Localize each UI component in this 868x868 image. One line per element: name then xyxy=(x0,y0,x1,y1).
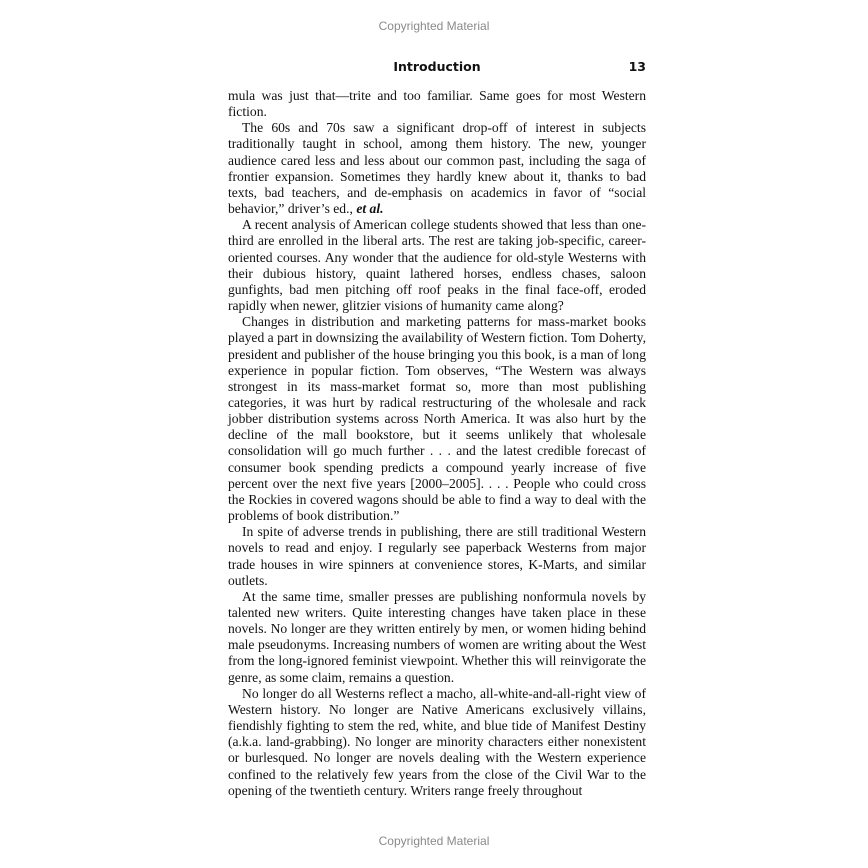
page-number: 13 xyxy=(628,59,646,74)
paragraph-continued: mula was just that—trite and too familiar. Same goes for most Western fiction. xyxy=(228,88,646,120)
paragraph xyxy=(228,120,646,217)
chapter-title: Introduction xyxy=(393,59,481,74)
body-text xyxy=(228,88,646,799)
paragraph: Changes in distribution and marketing patterns for mass-market books played a part in downsizing the availability of Western fiction. Tom Doherty, president and publisher of the house bringing you this book, is a man of long experience in popular fiction. Tom observes, “The Western was always strongest in its mass-market format so, more than most publishing categories, it was hurt by radical restructuring of the wholesale and rack jobber distribution systems across North America. It was also hurt by the decline of the mall bookstore, but it seems unlikely that wholesale consolidation will go much further . . . and the latest credible forecast of consumer book spending predicts a compound yearly increase of five percent over the next five years [2000–2005]. . . . People who could cross the Rockies in covered wagons should be able to find a way to deal with the problems of book distribution.” xyxy=(228,314,646,524)
running-head xyxy=(228,59,646,77)
copyright-watermark-bottom: Copyrighted Material xyxy=(378,834,490,848)
paragraph: No longer do all Westerns reflect a macho, all-white-and-all-right view of Western history. No longer are Native Americans exclusively villains, fiendishly fighting to stem the red, white, and blue tide of Manifest Destiny (a.k.a. land-grabbing). No longer are minority characters either nonexistent or burlesqued. No longer are novels dealing with the Western experience confined to the relatively few years from the close of the Civil War to the opening of the twentieth century. Writers range freely throughout xyxy=(228,685,646,798)
paragraph: At the same time, smaller presses are publishing nonformula novels by talented new writers. Quite interesting changes have taken place in these novels. No longer are they written entirely by men, or women hiding behind male pseudonyms. Increasing numbers of women are writing about the West from the long-ignored feminist viewpoint. Whether this will reinvigorate the genre, as some claim, remains a question. xyxy=(228,588,646,685)
italic-phrase: et al. xyxy=(356,201,384,217)
paragraph: In spite of adverse trends in publishing, there are still traditional Western novels to read and enjoy. I regularly see paperback Westerns from major trade houses in wire spinners at convenience stores, K-Marts, and similar outlets. xyxy=(228,524,646,588)
copyright-watermark-top: Copyrighted Material xyxy=(378,19,490,33)
paragraph: A recent analysis of American college students showed that less than one-third are enrolled in the liberal arts. The rest are taking job-specific, career-oriented courses. Any wonder that the audience for old-style Westerns with their dubious history, quaint lathered horses, endless chases, saloon gunfights, bad men pitching off roof peaks in the final face-off, eroded rapidly when newer, glitzier visions of humanity came along? xyxy=(228,217,646,314)
paragraph-text: The 60s and 70s saw a significant drop-off of interest in subjects traditionally taught in school, among them history. The new, younger audience cared less and less about our common past, including the saga of frontier expansion. Sometimes they hardly knew about it, thanks to bad texts, bad teachers, and de-emphasis on academics in favor of “social behavior,” driver’s ed., xyxy=(228,120,646,217)
